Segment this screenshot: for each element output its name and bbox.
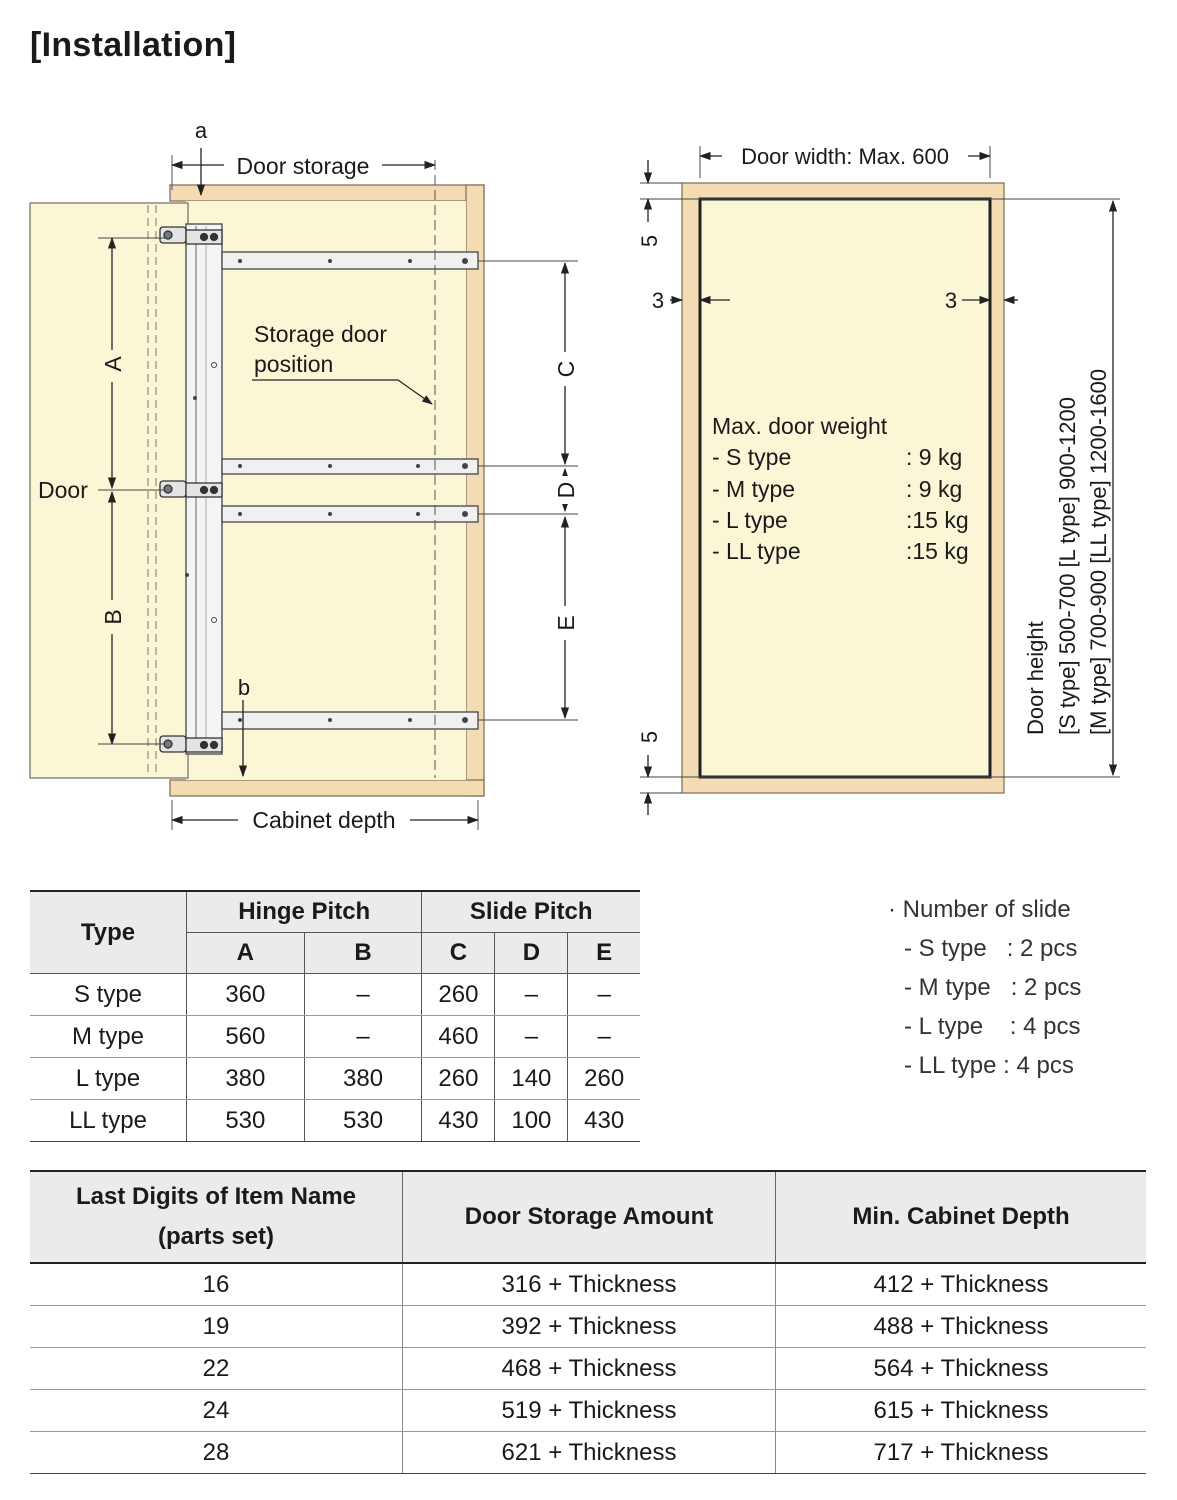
slide-note-item: - M type : 2 pcs [904,974,1082,1001]
dim-a-label: A [100,356,126,372]
cell-depth: 564 + Thickness [776,1348,1147,1390]
cell-a: 360 [187,974,305,1016]
cell-d: 140 [495,1058,568,1100]
cell-type: L type [30,1058,187,1100]
slide-pitch-header: Slide Pitch [422,891,640,933]
hinge-bottom [160,736,222,752]
door-width-label: Door width: Max. 600 [741,144,949,169]
cell-c: 260 [422,1058,495,1100]
cell-c: 260 [422,974,495,1016]
cell-d: – [495,974,568,1016]
table-row [30,1306,1146,1348]
table-row [30,1390,1146,1432]
page-title: [Installation] [30,26,237,64]
hinge-pitch-header: Hinge Pitch [187,891,422,933]
cell-b: 380 [304,1058,422,1100]
table-row [30,1100,640,1142]
cell-type: M type [30,1016,187,1058]
hinge-top [160,227,222,244]
cell-type: LL type [30,1100,187,1142]
table-row [30,1058,640,1100]
cell-b: – [304,1016,422,1058]
cell-storage: 621 + Thickness [403,1432,776,1474]
dim-e-label: E [553,615,579,631]
cabinet-depth-label: Cabinet depth [252,807,396,833]
storage-table [30,1170,1146,1474]
item-name-header [30,1171,403,1263]
cabinet-top-panel [170,185,484,201]
table-row [30,1432,1146,1474]
item-name-header-line1: Last Digits of Item Name [75,1183,357,1210]
door-label: Door [38,477,88,503]
weight-value-ll: :15 kg [906,538,969,564]
cell-a: 530 [187,1100,305,1142]
slide-note-item: - LL type : 4 pcs [904,1052,1074,1079]
cell-a: 560 [187,1016,305,1058]
type-header: Type [30,891,187,974]
dim-d-label: D [553,481,579,499]
slide-note-item: - S type : 2 pcs [904,935,1078,962]
pitch-table [30,890,640,1142]
cell-storage: 316 + Thickness [403,1263,776,1306]
cabinet-interior [186,201,466,780]
cell-digits: 24 [30,1390,403,1432]
cell-depth: 488 + Thickness [776,1306,1147,1348]
door-height-line2: [M type] 700-900 [LL type] 1200-1600 [1086,368,1111,735]
front-view [637,144,1120,815]
cell-storage: 519 + Thickness [403,1390,776,1432]
slide-count-notes [888,890,1081,1085]
slide-note-item: - L type : 4 pcs [904,1013,1081,1040]
table-row [30,1016,640,1058]
weight-type-s: - S type [712,444,792,470]
cabinet-back-panel [466,185,484,796]
cell-d: 100 [495,1100,568,1142]
cell-e: – [568,974,640,1016]
cell-depth: 412 + Thickness [776,1263,1147,1306]
storage-door-position-label-1: Storage door [254,321,387,347]
weight-type-m: - M type [712,476,796,502]
cabinet-bottom-panel [170,780,484,796]
cell-e: 260 [568,1058,640,1100]
table-row [30,1263,1146,1306]
slide-notes-title: · Number of slide [888,896,1071,923]
cell-c: 460 [422,1016,495,1058]
door-storage-amount-header: Door Storage Amount [403,1171,776,1263]
cell-a: 380 [187,1058,305,1100]
cell-type: S type [30,974,187,1016]
cell-depth: 615 + Thickness [776,1390,1147,1432]
table-row [30,974,640,1016]
item-name-header-line2: (parts set) [157,1223,275,1250]
col-b-header: B [304,933,422,974]
col-e-header: E [568,933,640,974]
cell-e: 430 [568,1100,640,1142]
min-cabinet-depth-header: Min. Cabinet Depth [776,1171,1147,1263]
weight-value-s: : 9 kg [906,444,963,470]
cell-digits: 19 [30,1306,403,1348]
weight-value-l: :15 kg [906,507,969,533]
cell-storage: 468 + Thickness [403,1348,776,1390]
hinge-middle [160,481,222,497]
cell-digits: 28 [30,1432,403,1474]
right-gap-label: 3 [944,288,958,313]
cell-storage: 392 + Thickness [403,1306,776,1348]
door-height-label: Door height [1023,621,1048,735]
cell-b: – [304,974,422,1016]
table-row [30,1348,1146,1390]
weight-type-l: - L type [712,507,788,533]
cell-digits: 16 [30,1263,403,1306]
left-gap-label: 3 [651,288,665,313]
side-view [30,118,579,833]
top-gap-label: 5 [637,234,662,248]
label-a: a [194,118,208,143]
dim-c-label: C [553,360,579,378]
weight-value-m: : 9 kg [906,476,963,502]
label-b: b [237,675,251,700]
cell-digits: 22 [30,1348,403,1390]
cell-d: – [495,1016,568,1058]
cell-depth: 717 + Thickness [776,1432,1147,1474]
col-c-header: C [422,933,495,974]
storage-door-position-label-2: position [254,351,334,377]
cell-b: 530 [304,1100,422,1142]
dim-b-label: B [100,609,126,625]
max-door-weight-title: Max. door weight [712,413,888,439]
col-d-header: D [495,933,568,974]
cell-e: – [568,1016,640,1058]
weight-type-ll: - LL type [712,538,801,564]
bottom-gap-label: 5 [637,730,662,744]
col-a-header: A [187,933,305,974]
cell-c: 430 [422,1100,495,1142]
door-height-line1: [S type] 500-700 [L type] 900-1200 [1055,397,1080,735]
door-storage-label: Door storage [236,153,370,179]
